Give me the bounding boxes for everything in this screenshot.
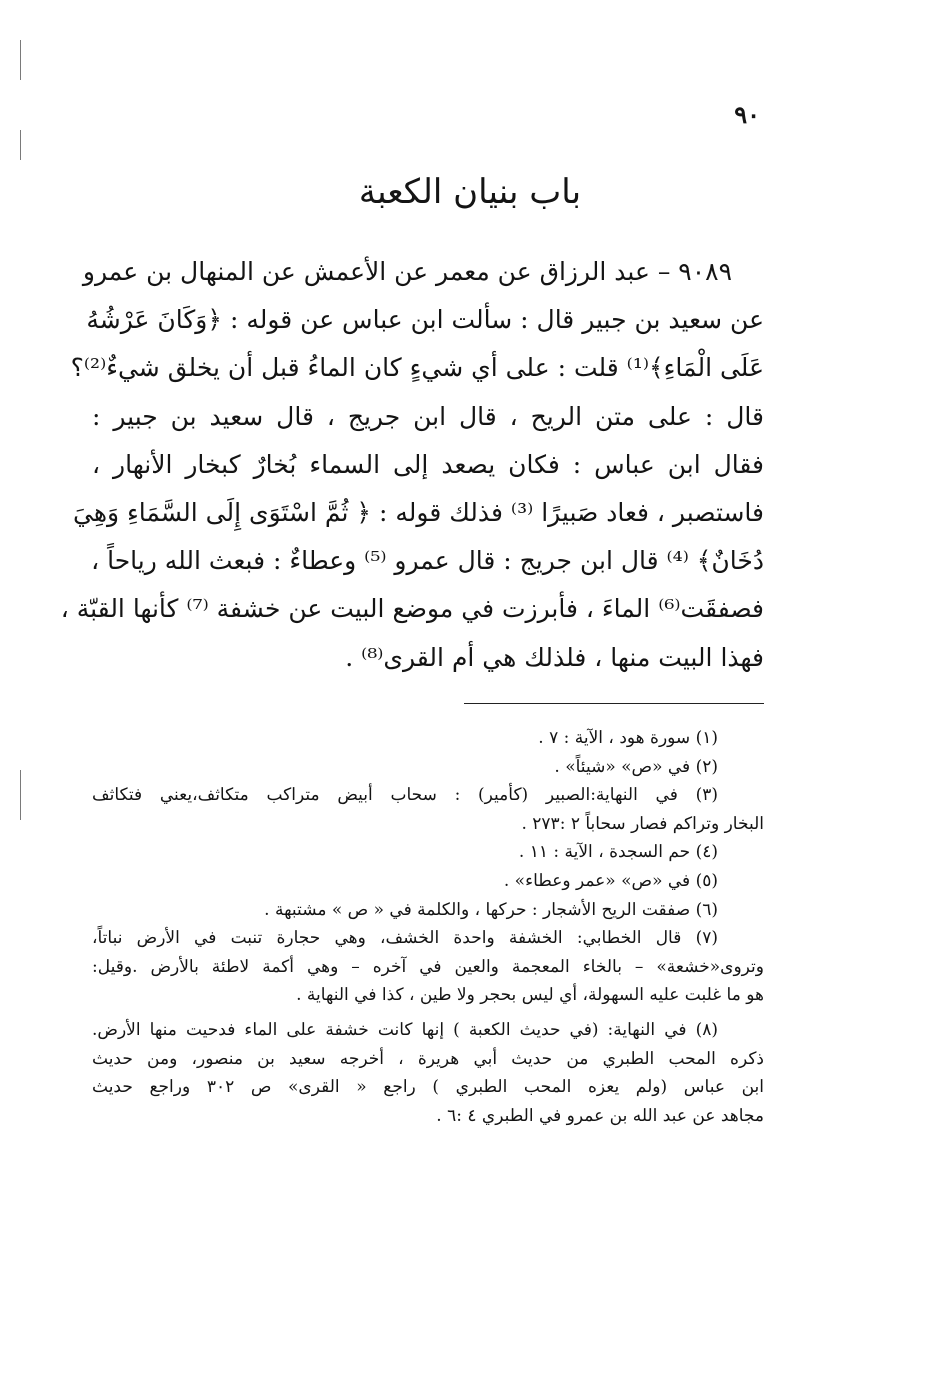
footnote-line: البخار وتراكم فصار سحاباً ٢ :٢٧٣ . (521, 813, 764, 834)
footnote-divider (464, 703, 764, 704)
footnote-line: ابن عباس (ولم يعزه المحب الطبري ) راجع « القرى» ص ٣٠٢ وراجع حديث (92, 1077, 764, 1098)
body-line: فهذا البيت منها ، فلذلك هي أم القرى⁽⁸⁾ . (345, 642, 764, 672)
body-line: فقال ابن عباس : فكان يصعد إلى السماء بُخارٌ كبخار الأنهار ، (92, 449, 764, 479)
footnote-line: ذكره المحب الطبري من حديث أبي هريرة ، أخرجه سعيد بن منصور، ومن حديث (92, 1048, 764, 1069)
footnote-line: (٧) قال الخطابي: الخشفة واحدة الخشف، وهي حجارة تنبت في الأرض نباتاً، (92, 928, 718, 949)
body-line: قال : على متن الريح ، قال ابن جريج ، قال سعيد بن جبير : (92, 401, 764, 431)
footnote-line: (٣) في النهاية:الصبير (كأمير) : سحاب أبيض متراكب متكاثف،يعني فتكاثف (92, 785, 718, 806)
page-edge-mark (20, 130, 21, 160)
footnote-line: (١) سورة هود ، الآية : ٧ . (538, 728, 718, 748)
footnote-line: (٦) صفقت الريح الأشجار : حركها ، والكلمة في « ص » مشتبهة . (264, 899, 718, 920)
page-edge-mark (20, 770, 21, 820)
page-edge-mark (20, 40, 21, 80)
body-line: ٩٠٨٩ – عبد الرزاق عن معمر عن الأعمش عن المنهال بن عمرو (82, 257, 732, 286)
footnote-line: هو ما غلبت عليه السهولة، أي ليس بحجر ولا طين ، كذا في النهاية . (296, 985, 764, 1006)
body-line: عن سعيد بن جبير قال : سألت ابن عباس عن قوله : ﴿وَكَانَ عَرْشُهُ (86, 305, 764, 335)
body-line: فاستصبر ، فعاد صَبيرًا ⁽³⁾ فذلك قوله : ﴿ ثُمَّ اسْتَوَى إِلَى السَّمَاءِ وَهِيَ (72, 497, 764, 527)
body-line: عَلَى الْمَاءِ﴾⁽¹⁾ قلت : على أي شيءٍ كان الماءُ قبل أن يخلق شيءٌ⁽²⁾؟ (70, 353, 764, 383)
footnote-line: (٥) في «ص» «عمر وعطاء» . (503, 870, 718, 891)
hadith-body (60, 248, 764, 682)
footnote-line: (٤) حم السجدة ، الآية : ١١ . (518, 842, 718, 863)
footnote-line: وتروى«خشعة» – بالخاء المعجمة والعين في آخره – وهي أكمة لاطئة بالأرض .وقيل: (92, 956, 764, 977)
footnotes (92, 724, 764, 1130)
chapter-title: باب بنيان الكعبة (358, 172, 582, 212)
footnote-line: مجاهد عن عبد الله بن عمرو في الطبري ٤ :٦ . (436, 1105, 764, 1126)
body-line: فصفقَت⁽⁶⁾ الماءَ ، فأبرزت في موضع البيت عن خشفة ⁽⁷⁾ كأنها القبّة ، (60, 594, 764, 624)
footnote-line: (٨) في النهاية: (في حديث الكعبة ) إنها كانت خشفة على الماء فدحيت منها الأرض. (92, 1019, 718, 1040)
body-line: دُخَانٌ﴾ ⁽⁴⁾ قال ابن جريج : قال عمرو ⁽⁵⁾ وعطاءٌ : فبعث الله رياحاً ، (91, 546, 764, 576)
page-number: ٩٠ (734, 100, 760, 129)
footnote-line: (٢) في «ص» «شيئاً» . (554, 756, 718, 777)
